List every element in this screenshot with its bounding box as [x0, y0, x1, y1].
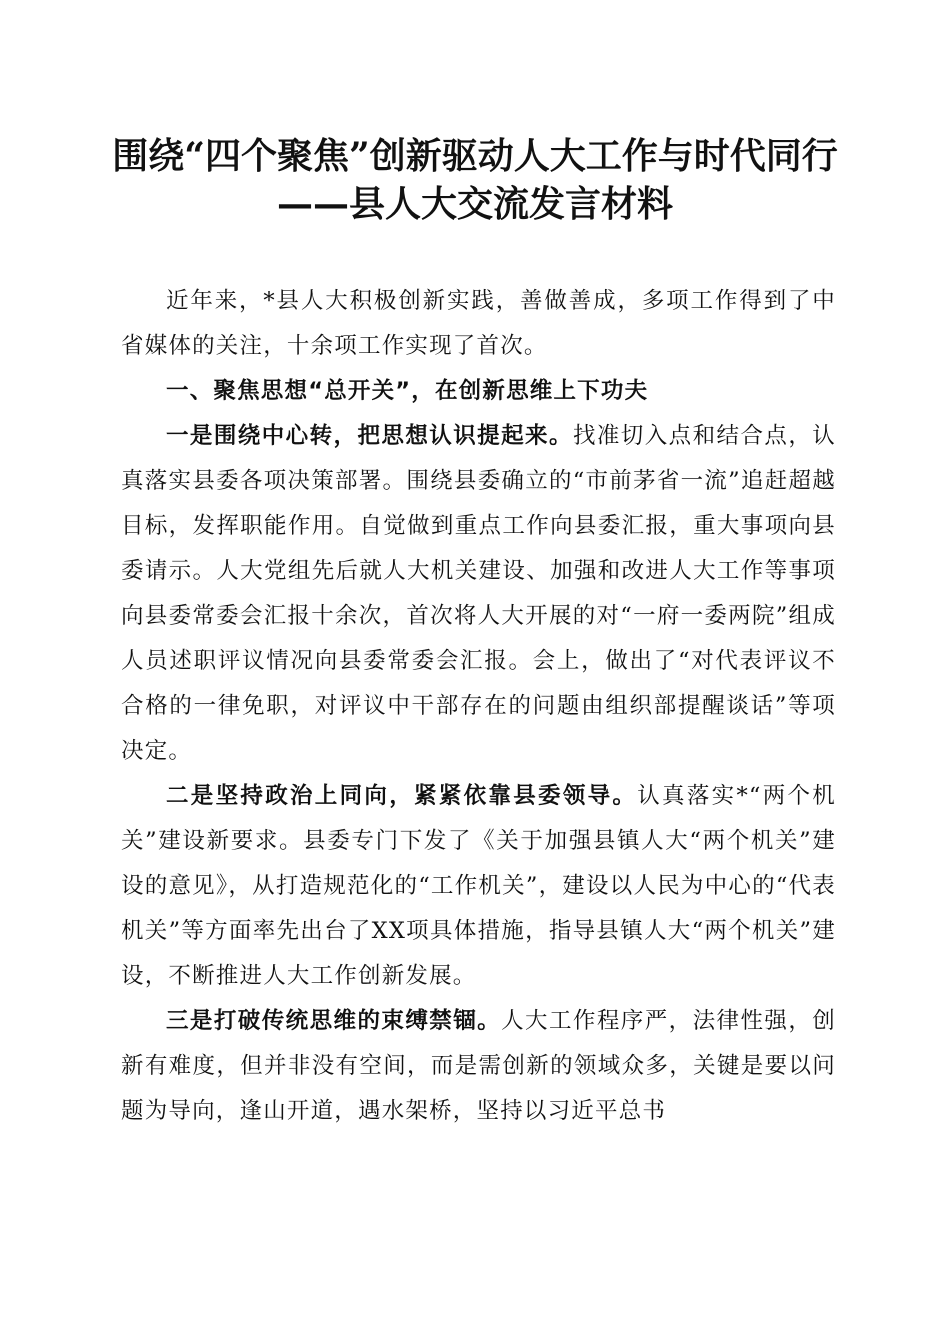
- paragraph-3: [121, 999, 836, 1134]
- paragraph-1-lead: 一是围绕中心转，把思想认识提起来。: [166, 423, 573, 449]
- paragraph-1: [121, 414, 836, 774]
- document-title: 围绕“四个聚焦”创新驱动人大工作与时代同行——县人大交流发言材料: [112, 135, 838, 225]
- paragraph-2-lead: 二是坚持政治上同向，紧紧依靠县委领导。: [166, 783, 638, 809]
- paragraph-2: [121, 774, 836, 999]
- paragraph-2-body: 认真落实*“两个机关”建设新要求。县委专门下发了《关于加强县镇人大“两个机关”建设的意见》，从打造规范化的“工作机关”，建设以人民为中心的“代表机关”等方面率先出台了XX项具体措施，指导县镇人大“两个机关”建设，不断推进人大工作创新发展。: [121, 783, 836, 989]
- paragraph-3-lead: 三是打破传统思维的束缚禁锢。: [166, 1008, 502, 1034]
- intro-paragraph: 近年来，*县人大积极创新实践，善做善成，多项工作得到了中省媒体的关注，十余项工作实现了首次。: [121, 288, 836, 359]
- paragraph-3-body: 人大工作程序严，法律性强，创新有难度，但并非没有空间，而是需创新的领域众多，关键是要以问题为导向，逢山开道，遇水架桥，坚持以习近平总书: [121, 1008, 836, 1124]
- paragraph-1-body: 找准切入点和结合点，认真落实县委各项决策部署。围绕县委确立的“市前茅省一流”追赶超越目标，发挥职能作用。自觉做到重点工作向县委汇报，重大事项向县委请示。人大党组先后就人大机关建设、加强和改进人大工作等事项向县委常委会汇报十余次，首次将人大开展的对“一府一委两院”组成人员述职评议情况向县委常委会汇报。会上，做出了“对代表评议不合格的一律免职，对评议中干部存在的问题由组织部提醒谈话”等项决定。: [121, 423, 837, 764]
- document-body: [121, 279, 836, 1134]
- section-heading: 一、聚焦思想“总开关”，在创新思维上下功夫: [166, 378, 649, 404]
